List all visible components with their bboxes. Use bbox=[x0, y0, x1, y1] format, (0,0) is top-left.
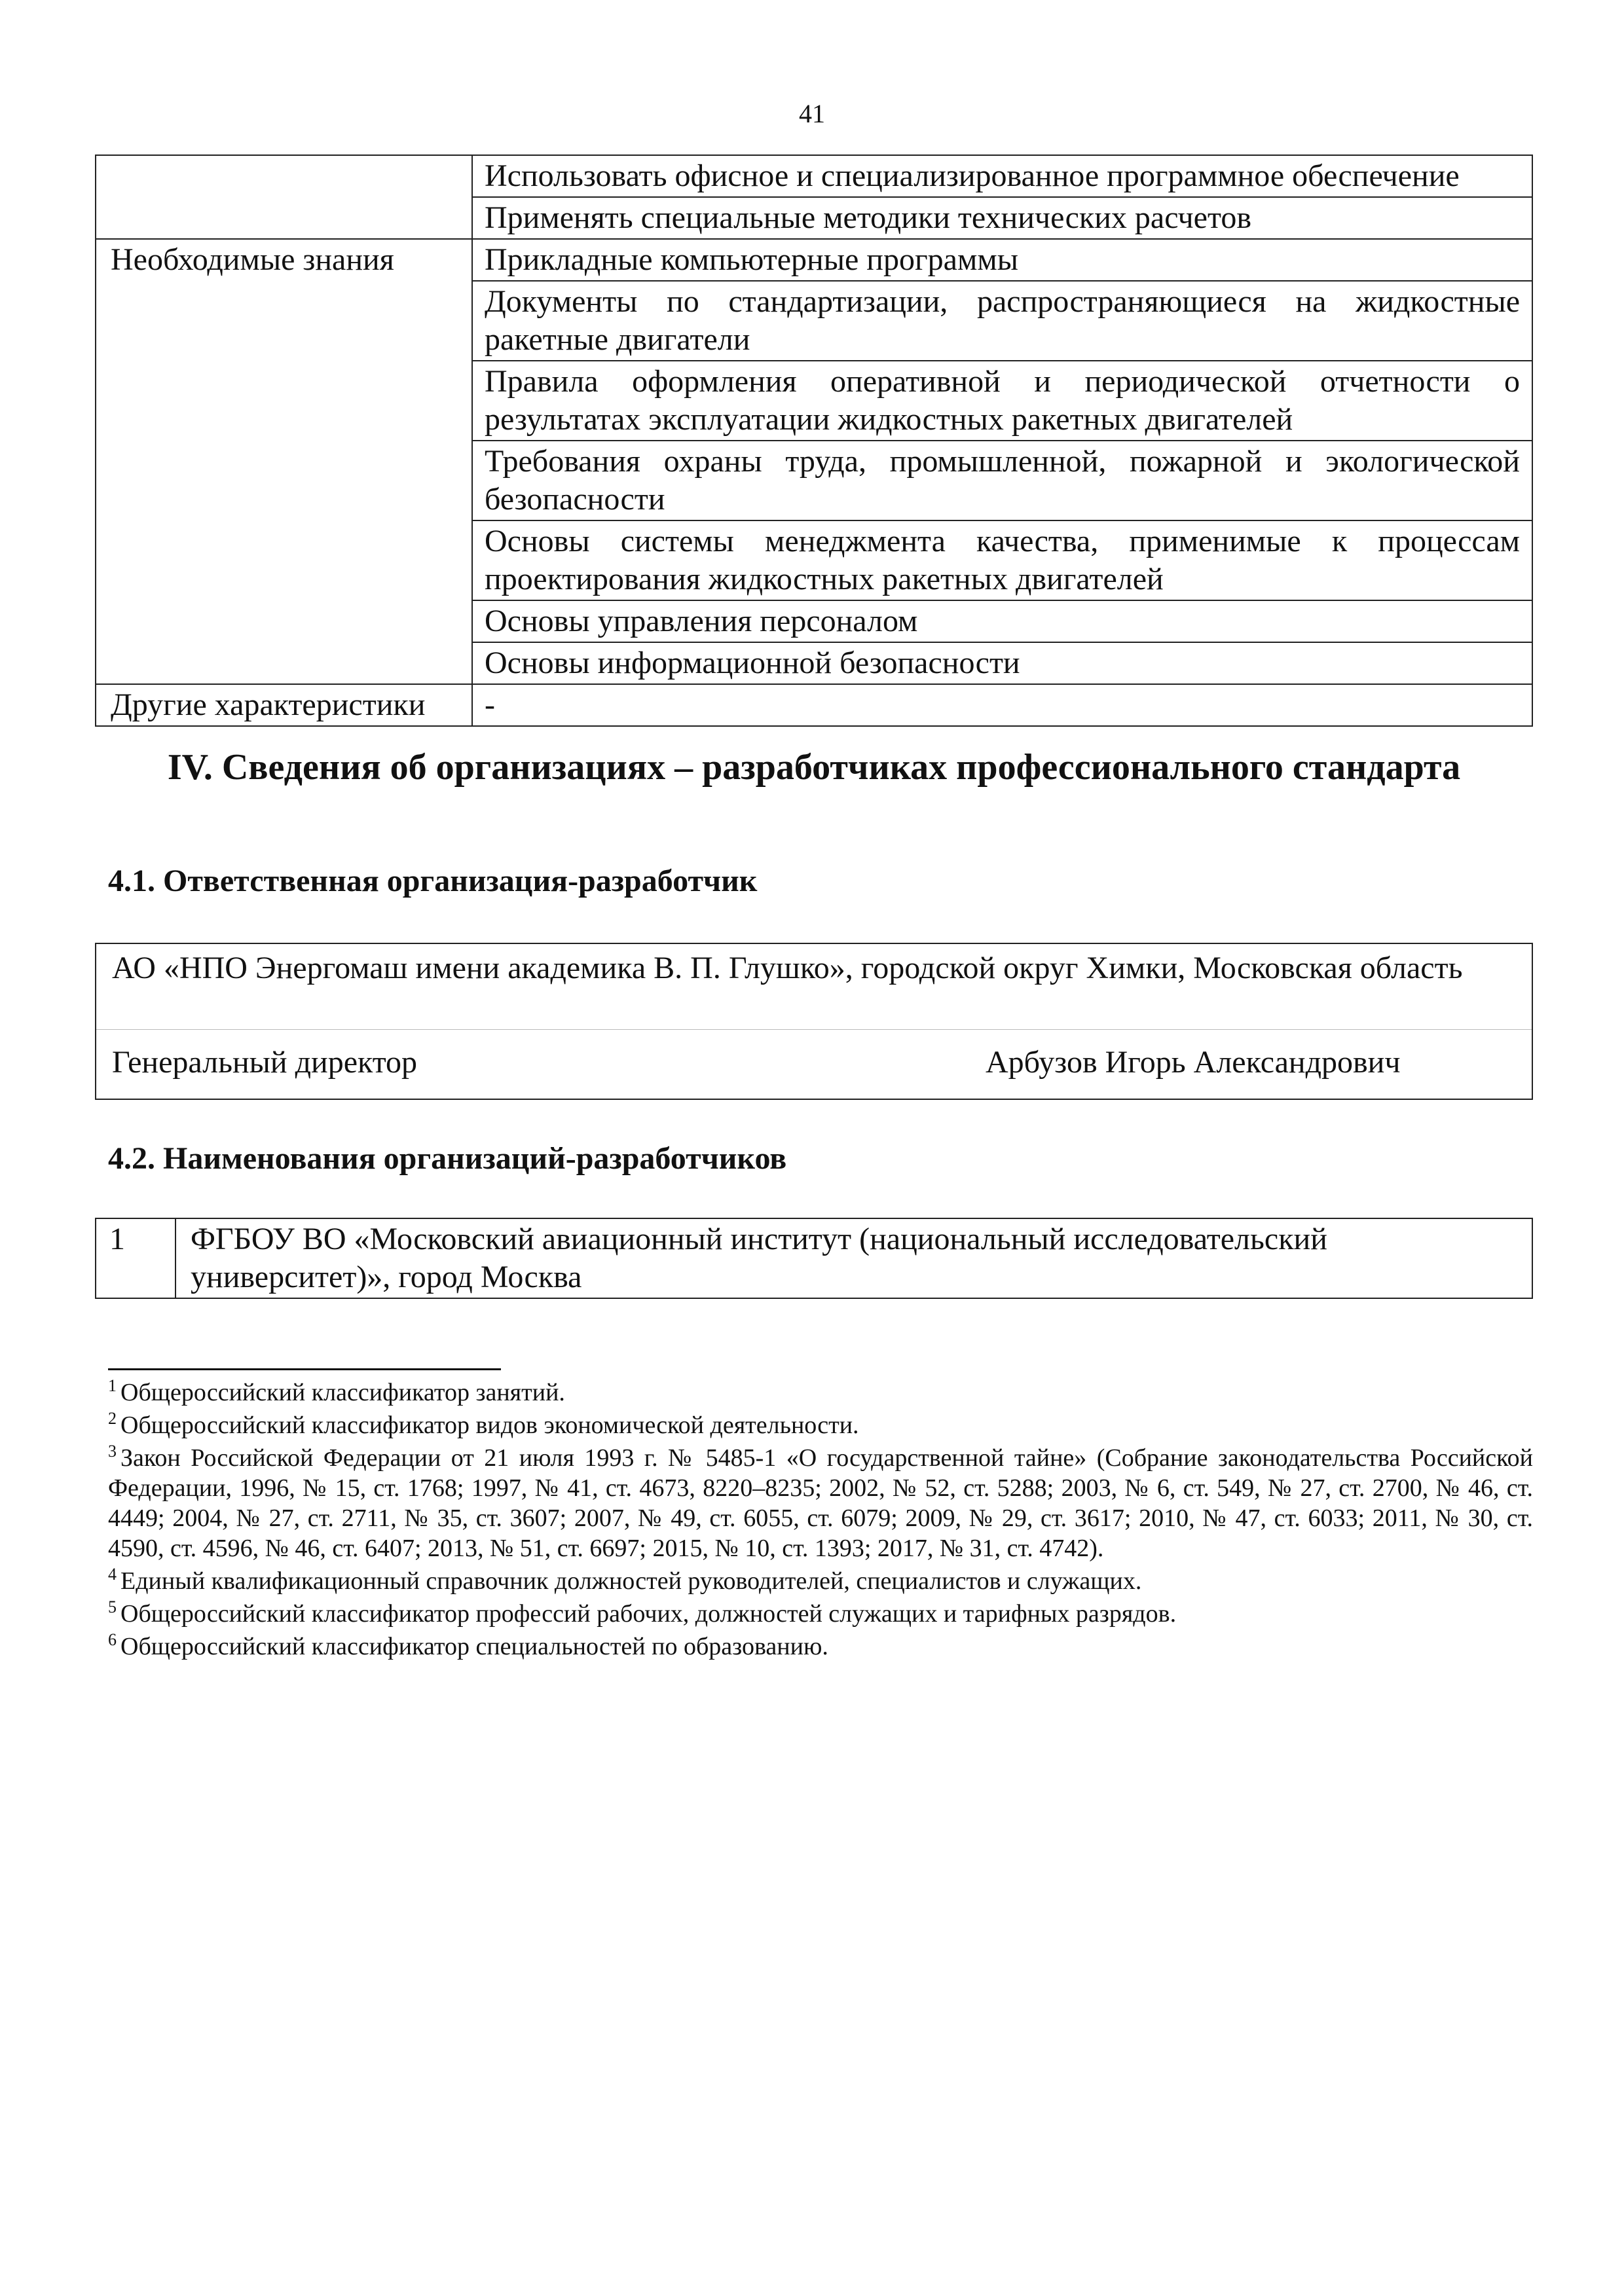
row-content: Прикладные компьютерные программы bbox=[472, 239, 1532, 281]
table-row bbox=[96, 1218, 1532, 1298]
footnote bbox=[108, 1410, 1533, 1440]
table-row bbox=[96, 239, 1532, 281]
developer-name: ФГБОУ ВО «Московский авиационный институт (национальный исследовательский университет)», город Москва bbox=[175, 1218, 1532, 1298]
organization-name: АО «НПО Энергомаш имени академика В. П. Глушко», городской округ Химки, Московская область bbox=[112, 951, 1463, 985]
row-label bbox=[96, 642, 472, 684]
footnote-text: Общероссийский классификатор занятий. bbox=[120, 1379, 565, 1406]
footnote-text: Закон Российской Федерации от 21 июля 1993 г. № 5485-1 «О государственной тайне» (Собрание законодательства Российской Федерации, 1996, № 15, ст. 1768; 1997, № 41, ст. 4673, 8220–8235; 2002, № 52, ст. 5288; 2003, № 6, ст. 549, № 27, ст. 2700, № 46, ст. 4449; 2004, № 27, ст. 2711, № 35, ст. 3607; 2007, № 49, ст. 6055, ст. 6079; 2009, № 29, ст. 3617; 2010, № 47, ст. 6033; 2011, № 30, ст. 4590, ст. 4596, № 46, ст. 6407; 2013, № 51, ст. 6697; 2015, № 10, ст. 1393; 2017, № 31, ст. 4742). bbox=[108, 1444, 1533, 1562]
table-row bbox=[96, 197, 1532, 239]
table-row bbox=[96, 684, 1532, 726]
subsection-heading-developers: 4.2. Наименования организаций-разработчиков bbox=[108, 1141, 787, 1176]
footnote bbox=[108, 1631, 1533, 1662]
row-content: Документы по стандартизации, распространяющиеся на жидкостные ракетные двигатели bbox=[472, 281, 1532, 361]
row-label bbox=[96, 600, 472, 642]
row-content: Правила оформления оперативной и периодической отчетности о результатах эксплуатации жидкостных ракетных двигателей bbox=[472, 361, 1532, 441]
row-label bbox=[96, 520, 472, 600]
table-row bbox=[96, 642, 1532, 684]
footnotes bbox=[108, 1377, 1533, 1664]
footnote bbox=[108, 1599, 1533, 1629]
table-row bbox=[96, 520, 1532, 600]
footnote-mark: 6 bbox=[108, 1630, 117, 1649]
director-position: Генеральный директор bbox=[112, 1045, 418, 1080]
footnote-mark: 3 bbox=[108, 1442, 117, 1461]
footnote-mark: 2 bbox=[108, 1409, 117, 1428]
table-row bbox=[96, 155, 1532, 197]
row-label-knowledge: Необходимые знания bbox=[96, 239, 472, 281]
footnote-text: Единый квалификационный справочник должностей руководителей, специалистов и служащих. bbox=[120, 1567, 1142, 1595]
table-row bbox=[96, 600, 1532, 642]
divider bbox=[96, 1029, 1532, 1030]
page-number: 41 bbox=[799, 99, 825, 128]
row-content: Требования охраны труда, промышленной, пожарной и экологической безопасности bbox=[472, 441, 1532, 520]
row-content: Использовать офисное и специализированное программное обеспечение bbox=[472, 155, 1532, 197]
row-content: Основы системы менеджмента качества, применимые к процессам проектирования жидкостных ракетных двигателей bbox=[472, 520, 1532, 600]
table-row bbox=[96, 361, 1532, 441]
row-label bbox=[96, 155, 472, 197]
row-label bbox=[96, 441, 472, 520]
row-label bbox=[96, 197, 472, 239]
knowledge-table bbox=[95, 155, 1533, 727]
table-row bbox=[96, 441, 1532, 520]
table-row bbox=[96, 281, 1532, 361]
responsible-organization-box bbox=[95, 943, 1533, 1100]
footnote bbox=[108, 1377, 1533, 1408]
row-label bbox=[96, 361, 472, 441]
row-content: - bbox=[472, 684, 1532, 726]
director-name: Арбузов Игорь Александрович bbox=[986, 1045, 1401, 1080]
row-content: Основы информационной безопасности bbox=[472, 642, 1532, 684]
row-content: Применять специальные методики технических расчетов bbox=[472, 197, 1532, 239]
subsection-heading-responsible: 4.1. Ответственная организация-разработчик bbox=[108, 864, 758, 898]
footnote-text: Общероссийский классификатор профессий рабочих, должностей служащих и тарифных разрядов. bbox=[120, 1600, 1177, 1628]
row-label bbox=[96, 281, 472, 361]
footnote-text: Общероссийский классификатор видов экономической деятельности. bbox=[120, 1412, 859, 1439]
developers-table bbox=[95, 1218, 1533, 1299]
row-number: 1 bbox=[96, 1218, 175, 1298]
row-content: Основы управления персоналом bbox=[472, 600, 1532, 642]
footnote-mark: 4 bbox=[108, 1565, 117, 1584]
footnote-mark: 1 bbox=[108, 1376, 117, 1395]
footnote-text: Общероссийский классификатор специальностей по образованию. bbox=[120, 1633, 828, 1660]
row-label-other: Другие характеристики bbox=[96, 684, 472, 726]
footnote bbox=[108, 1443, 1533, 1563]
footnote bbox=[108, 1566, 1533, 1596]
footnote-mark: 5 bbox=[108, 1597, 117, 1616]
footnote-separator bbox=[108, 1368, 501, 1370]
section-heading: IV. Сведения об организациях – разработчиках профессионального стандарта bbox=[167, 747, 1461, 788]
